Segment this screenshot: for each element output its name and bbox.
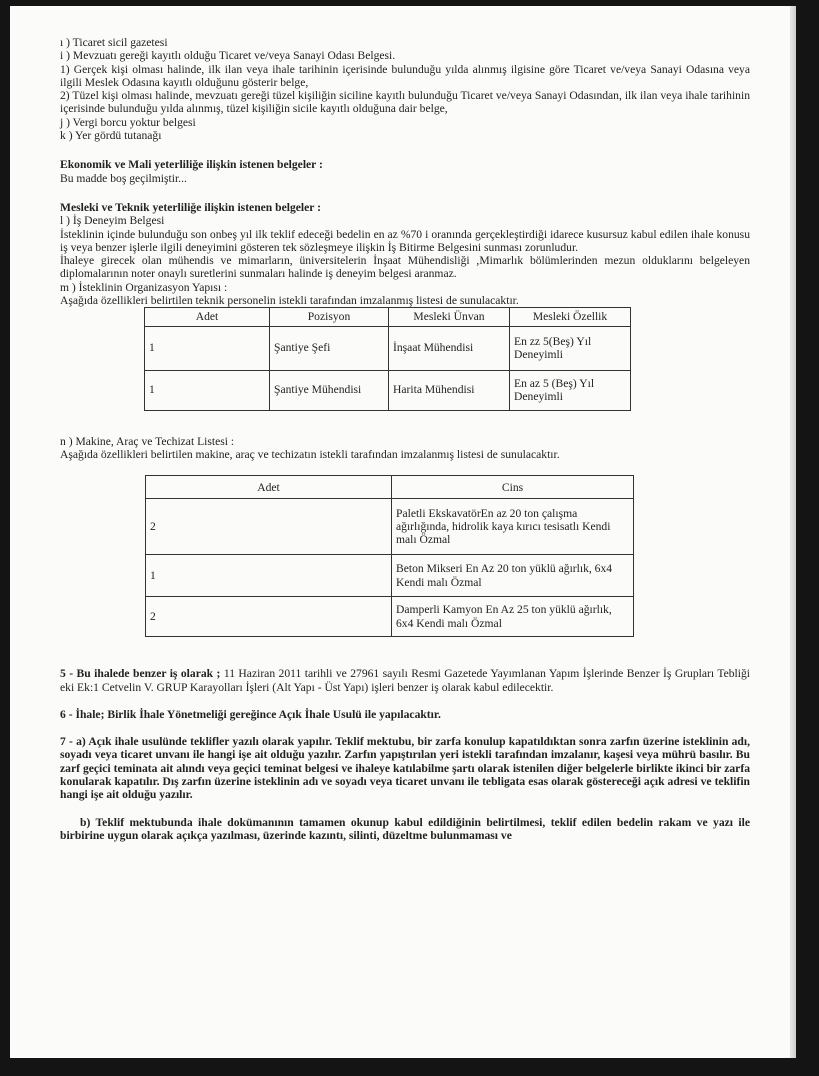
work-experience-text: İsteklinin içinde bulunduğu son onbeş yıl ilk teklif edeceği bedelin en az %70 i oranında gerçekleştirdiği idarece kusursuz kabul edilen ihale konusu iş veya benzer işlerle ilgili deneyimini gösteren tek sözleşmeye ilişkin İş Bitirme Belgesini sunması zorunludur. — [60, 227, 750, 254]
table-cell: Harita Mühendisi — [389, 370, 510, 410]
list-item-i: i ) Mevzuatı gereği kayıtlı olduğu Ticaret ve/veya Sanayi Odası Belgesi. — [60, 49, 396, 63]
organization-text: Aşağıda özellikleri belirtilen teknik personelin istekli tarafından imzalanmış listesi de sunulacaktır. — [60, 294, 519, 308]
table-header: Mesleki Ünvan — [389, 308, 510, 326]
economic-heading: Ekonomik ve Mali yeterliliğe ilişkin istenen belgeler : — [60, 158, 323, 172]
document-page — [10, 6, 796, 1058]
table-header: Adet — [145, 308, 270, 326]
section-7a: 7 - a) Açık ihale usulünde teklifler yazılı olarak yapılır. Teklif mektubu, bir zarfa konulup kapatıldıktan sonra zarfın üzerine isteklinin adı, soyadı veya ticaret unvanı ile hangi işe ait olduğu yazılır. Zarfın yapıştırılan yeri istekli tarafından imzalanır, kaşesi veya mührü basılır. Bu zarf geçici teminata ait alındı veya geçici teminat belgesi ve ihaleye katılabilme şartı olarak istenilen diğer belgelerle birlikte ikinci bir zarfa konularak kapatılır. Dış zarfın üzerine isteklinin adı ve soyadı veya ticaret unvanı ile tebligata esas olarak göstereceği açık adresi ve teklifin hangi işe ait olduğu yazılır. — [60, 735, 750, 802]
organization-title: m ) İsteklinin Organizasyon Yapısı : — [60, 280, 228, 294]
table-cell: En az 5 (Beş) Yıl Deneyimli — [510, 370, 631, 410]
table-row — [145, 326, 631, 370]
table-cell: Paletli EkskavatörEn az 20 ton çalışma ağırlığında, hidrolik kaya kırıcı tesisatlı Kendi malı Özmal — [392, 499, 634, 555]
work-experience-title: l ) İş Deneyim Belgesi — [60, 214, 165, 228]
table-cell: 1 — [145, 370, 270, 410]
scan-edge — [790, 6, 796, 1058]
machinery-table — [145, 475, 634, 637]
table-cell: En zz 5(Beş) Yıl Deneyimli — [510, 326, 631, 370]
table-cell: Şantiye Şefi — [270, 326, 389, 370]
section-5-text: 11 Haziran 2011 tarihli ve 27961 sayılı Resmi Gazetede Yayımlanan Yapım İşlerinde Benzer İş Grupları Tebliği eki Ek:1 Cetvelin V. GRUP Karayolları İşleri (Alt Yapı - Üst Yapı) işleri benzer iş olarak kabul edilecektir. — [60, 667, 750, 694]
table-header: Pozisyon — [270, 308, 389, 326]
table-row — [146, 499, 634, 555]
table-cell: 1 — [146, 555, 392, 597]
professional-heading: Mesleki ve Teknik yeterliliğe ilişkin istenen belgeler : — [60, 200, 321, 214]
table-header: Adet — [146, 476, 392, 499]
list-item-i-2: 2) Tüzel kişi olması halinde, mevzuatı gereği tüzel kişiliğin siciline kayıtlı bulunduğu Ticaret ve/veya Sanayi Odasından, ilk ilan veya ihale tarihinin içerisinde bulunduğu yılda alınmış, tüzel kişiliğin sicile kayıtlı olduğuna dair belge, — [60, 89, 750, 116]
table-cell: 2 — [146, 597, 392, 637]
table-cell: 1 — [145, 326, 270, 370]
section-5-label: 5 - Bu ihalede benzer iş olarak ; — [60, 667, 221, 681]
section-5 — [60, 667, 750, 694]
section-7b: b) Teklif mektubunda ihale dokümanının tamamen okunup kabul edildiğinin belirtilmesi, teklif edilen bedelin rakam ve yazı ile birbirine uygun olarak açıkça yazılması, üzerinde kazıntı, silinti, düzeltme bulunmaması ve — [60, 815, 750, 842]
document-body — [60, 36, 750, 842]
machinery-text: Aşağıda özellikleri belirtilen makine, araç ve techizatın istekli tarafından imzalanmış listesi de sunulacaktır. — [60, 447, 560, 461]
table-header-row — [146, 476, 634, 499]
table-row — [146, 555, 634, 597]
list-item-i-1: 1) Gerçek kişi olması halinde, ilk ilan veya ihale tarihinin içerisinde bulunduğu yılda alınmış ilgisine göre Ticaret ve/veya Sanayi Odasına veya ilgili Meslek Odasına kayıtlı olduğunu gösterir belge, — [60, 62, 750, 89]
table-row — [145, 370, 631, 410]
table-cell: Şantiye Mühendisi — [270, 370, 389, 410]
list-item-j: j ) Vergi borcu yoktur belgesi — [60, 115, 196, 129]
table-cell: Damperli Kamyon En Az 25 ton yüklü ağırlık, 6x4 Kendi malı Özmal — [392, 597, 634, 637]
table-header: Cins — [392, 476, 634, 499]
table-cell: Beton Mikseri En Az 20 ton yüklü ağırlık, 6x4 Kendi malı Özmal — [392, 555, 634, 597]
section-6: 6 - İhale; Birlik İhale Yönetmeliği gereğince Açık İhale Usulü ile yapılacaktır. — [60, 707, 441, 721]
table-cell: İnşaat Mühendisi — [389, 326, 510, 370]
list-item-i-dotless: ı ) Ticaret sicil gazetesi — [60, 36, 168, 49]
table-row — [146, 597, 634, 637]
engineer-exemption-text: İhaleye girecek olan mühendis ve mimarların, üniversitelerin İnşaat Mühendisliği ,Mimarlık bölümlerinden mezun olduklarını belgeleyen diplomalarının noter onaylı suretlerini sunmaları halinde iş deneyim belgesi aranmaz. — [60, 254, 750, 281]
machinery-title: n ) Makine, Araç ve Techizat Listesi : — [60, 434, 235, 448]
table-header-row — [145, 308, 631, 326]
economic-text: Bu madde boş geçilmiştir... — [60, 171, 187, 185]
table-cell: 2 — [146, 499, 392, 555]
table-header: Mesleki Özellik — [510, 308, 631, 326]
personnel-table — [144, 307, 631, 410]
list-item-k: k ) Yer gördü tutanağı — [60, 129, 162, 143]
